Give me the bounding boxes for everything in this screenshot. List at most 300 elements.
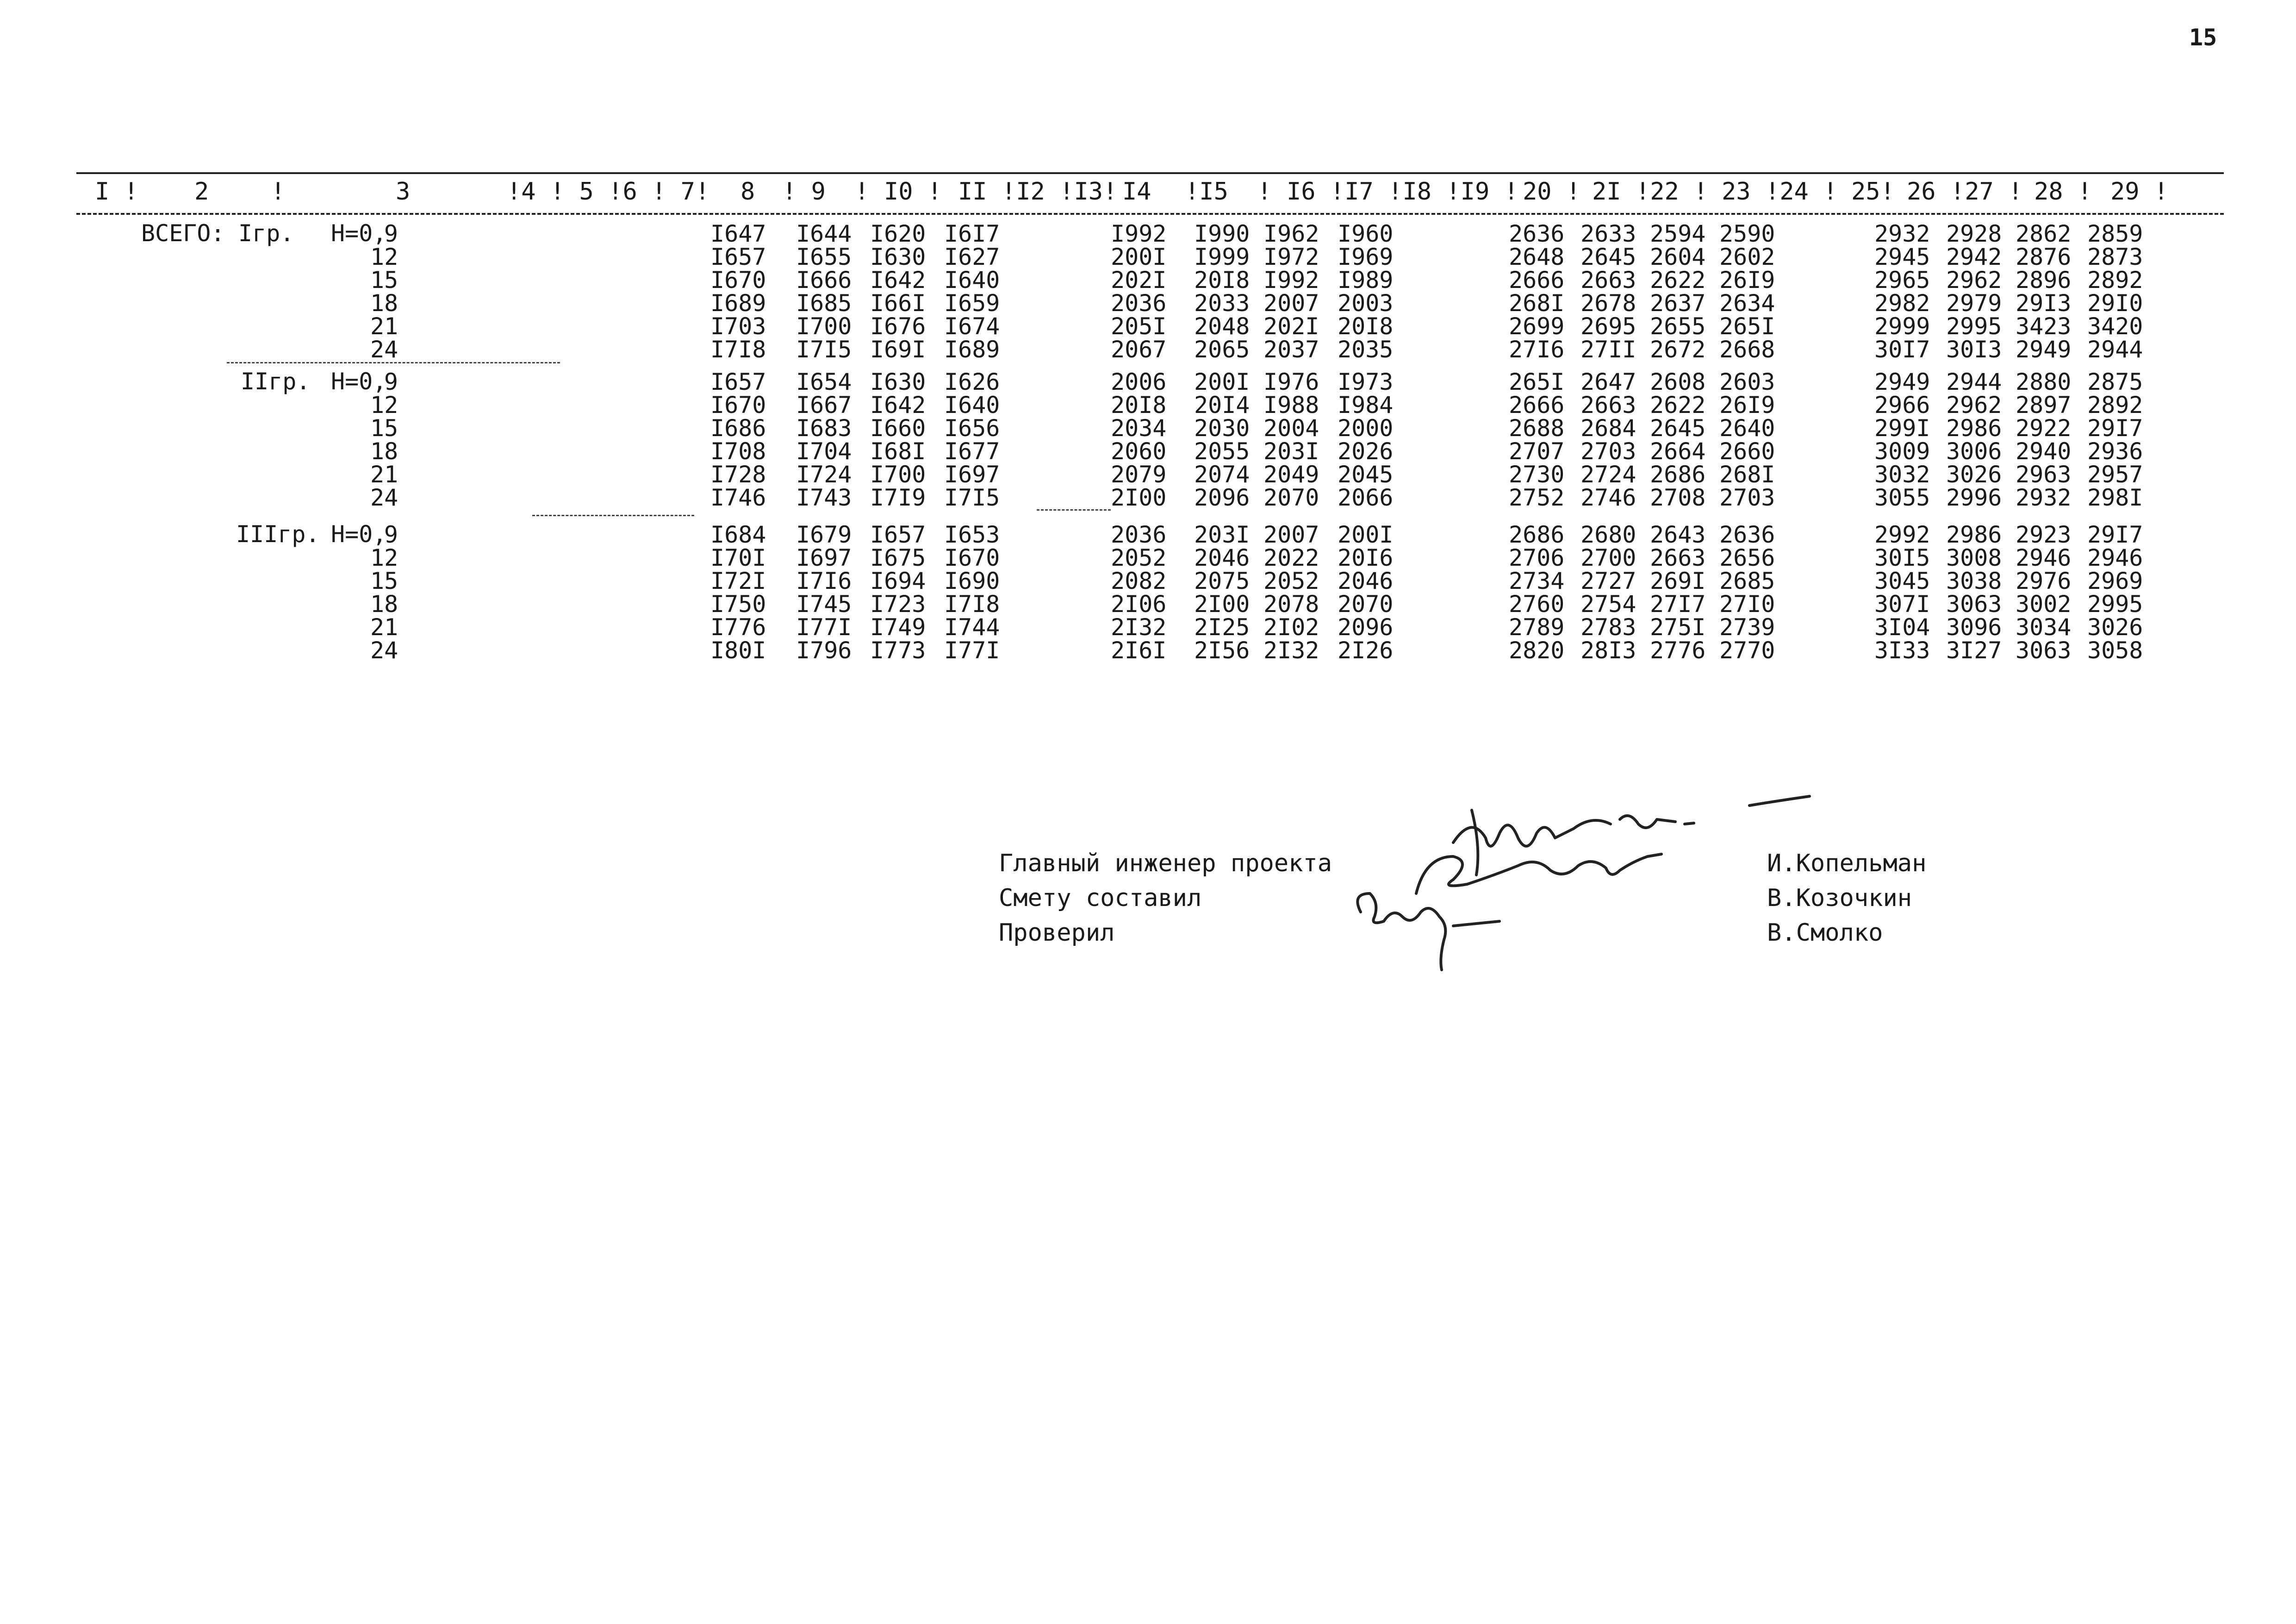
table-cell: I660 xyxy=(870,415,926,442)
table-cell: 2I00 xyxy=(1111,484,1167,511)
table-cell: 2636 xyxy=(1509,220,1565,247)
header-column-13: 20 ! xyxy=(1523,178,1581,206)
table-cell: 20I8 xyxy=(1111,392,1167,418)
table-cell: I988 xyxy=(1263,392,1319,418)
table-cell: I694 xyxy=(870,568,926,594)
table-cell: I708 xyxy=(710,438,766,465)
height-prefix: Н=0, xyxy=(331,220,387,247)
table-cell: 2067 xyxy=(1111,336,1167,363)
table-cell: 2789 xyxy=(1509,614,1565,641)
table-cell: 2000 xyxy=(1338,415,1394,442)
table-cell: 2045 xyxy=(1338,461,1394,488)
signature-name-chief-engineer: И.Копельман xyxy=(1767,849,1927,877)
table-cell: 30I7 xyxy=(1874,336,1930,363)
table-cell: I697 xyxy=(944,461,1000,488)
table-cell: 3063 xyxy=(2016,637,2072,664)
table-cell: I972 xyxy=(1263,244,1319,270)
table-cell: 2634 xyxy=(1719,290,1775,317)
table-cell: 2672 xyxy=(1650,336,1706,363)
table-cell: I80I xyxy=(710,637,766,664)
table-cell: I684 xyxy=(710,521,766,548)
table-cell: 27I0 xyxy=(1719,591,1775,618)
table-cell: I992 xyxy=(1111,220,1167,247)
table-cell: 2688 xyxy=(1509,415,1565,442)
table-cell: 2643 xyxy=(1650,521,1706,548)
table-cell: I724 xyxy=(796,461,852,488)
table-cell: 2I56 xyxy=(1194,637,1250,664)
table-cell: 2966 xyxy=(1874,392,1930,418)
table-cell: 29I7 xyxy=(2087,415,2143,442)
table-cell: 3055 xyxy=(1874,484,1930,511)
table-cell: 2033 xyxy=(1194,290,1250,317)
table-cell: I7I6 xyxy=(796,568,852,594)
table-cell: 2079 xyxy=(1111,461,1167,488)
table-cell: 2946 xyxy=(2087,544,2143,571)
table-cell: 2876 xyxy=(2016,244,2072,270)
table-cell: 29I3 xyxy=(2016,290,2072,317)
table-cell: 2663 xyxy=(1580,267,1636,294)
height-value: 18 xyxy=(370,438,398,465)
table-cell: 2036 xyxy=(1111,521,1167,548)
group-separator xyxy=(1037,509,1111,511)
table-cell: I992 xyxy=(1263,267,1319,294)
table-cell: 2I06 xyxy=(1111,591,1167,618)
table-cell: 2936 xyxy=(2087,438,2143,465)
table-cell: 2979 xyxy=(1946,290,2002,317)
table-cell: 27I6 xyxy=(1509,336,1565,363)
table-cell: 2820 xyxy=(1509,637,1565,664)
table-cell: 2875 xyxy=(2087,369,2143,395)
table-cell: 2897 xyxy=(2016,392,2072,418)
height-value: 15 xyxy=(370,415,398,442)
table-cell: 2006 xyxy=(1111,369,1167,395)
table-cell: 3I04 xyxy=(1874,614,1930,641)
table-cell: 29I7 xyxy=(2087,521,2143,548)
table-cell: 2684 xyxy=(1580,415,1636,442)
table-cell: 2645 xyxy=(1580,244,1636,270)
height-value: 9 xyxy=(384,220,398,247)
table-cell: I962 xyxy=(1263,220,1319,247)
table-cell: I630 xyxy=(870,369,926,395)
table-cell: 3008 xyxy=(1946,544,2002,571)
table-cell: I960 xyxy=(1338,220,1394,247)
table-cell: 2663 xyxy=(1580,392,1636,418)
header-column-17: 26 !27 ! xyxy=(1907,178,2023,206)
table-cell: 2727 xyxy=(1580,568,1636,594)
table-cell: I642 xyxy=(870,392,926,418)
table-cell: I670 xyxy=(710,267,766,294)
table-cell: 2052 xyxy=(1111,544,1167,571)
table-cell: 2995 xyxy=(2087,591,2143,618)
table-cell: 2622 xyxy=(1650,267,1706,294)
table-cell: 2922 xyxy=(2016,415,2072,442)
table-cell: I666 xyxy=(796,267,852,294)
header-column-7: ! 9 ! xyxy=(782,178,869,206)
table-cell: 2945 xyxy=(1874,244,1930,270)
table-cell: 3009 xyxy=(1874,438,1930,465)
table-cell: 2996 xyxy=(1946,484,2002,511)
header-column-10: I4 xyxy=(1122,178,1151,206)
table-cell: 3063 xyxy=(1946,591,2002,618)
header-column-4: 3 xyxy=(396,178,411,206)
table-cell: 2944 xyxy=(1946,369,2002,395)
table-cell: 2946 xyxy=(2016,544,2072,571)
table-cell: 2992 xyxy=(1874,521,1930,548)
table-cell: 2622 xyxy=(1650,392,1706,418)
table-cell: 2880 xyxy=(2016,369,2072,395)
header-column-1: I ! xyxy=(95,178,138,206)
signature-name-checker: В.Смолко xyxy=(1767,919,1883,947)
table-cell: I746 xyxy=(710,484,766,511)
table-cell: 2590 xyxy=(1719,220,1775,247)
table-cell: 3026 xyxy=(2087,614,2143,641)
table-cell: 2I32 xyxy=(1111,614,1167,641)
table-cell: 2640 xyxy=(1719,415,1775,442)
table-cell: 2055 xyxy=(1194,438,1250,465)
table-cell: I969 xyxy=(1338,244,1394,270)
table-cell: I627 xyxy=(944,244,1000,270)
table-cell: 2760 xyxy=(1509,591,1565,618)
table-cell: 2986 xyxy=(1946,521,2002,548)
table-cell: I626 xyxy=(944,369,1000,395)
height-value: 21 xyxy=(370,461,398,488)
table-cell: I989 xyxy=(1338,267,1394,294)
table-cell: 265I xyxy=(1509,369,1565,395)
table-cell: 2034 xyxy=(1111,415,1167,442)
table-cell: I689 xyxy=(944,336,1000,363)
table-cell: I72I xyxy=(710,568,766,594)
table-cell: 2060 xyxy=(1111,438,1167,465)
table-cell: I990 xyxy=(1194,220,1250,247)
header-column-12: I6 !I7 !I8 !I9 ! xyxy=(1287,178,1518,206)
table-cell: 3032 xyxy=(1874,461,1930,488)
table-cell: 2892 xyxy=(2087,392,2143,418)
table-cell: 2708 xyxy=(1650,484,1706,511)
table-cell: I679 xyxy=(796,521,852,548)
table-cell: 30I5 xyxy=(1874,544,1930,571)
table-cell: 2730 xyxy=(1509,461,1565,488)
table-cell: I676 xyxy=(870,313,926,340)
table-cell: I674 xyxy=(944,313,1000,340)
table-cell: 2859 xyxy=(2087,220,2143,247)
table-cell: I68I xyxy=(870,438,926,465)
table-cell: 2678 xyxy=(1580,290,1636,317)
table-cell: 2923 xyxy=(2016,521,2072,548)
table-cell: I7I9 xyxy=(870,484,926,511)
table-cell: I640 xyxy=(944,267,1000,294)
table-cell: I677 xyxy=(944,438,1000,465)
table-cell: I745 xyxy=(796,591,852,618)
table-cell: I7I8 xyxy=(710,336,766,363)
table-cell: 2686 xyxy=(1509,521,1565,548)
table-cell: 2752 xyxy=(1509,484,1565,511)
table-cell: 3058 xyxy=(2087,637,2143,664)
table-cell: 2703 xyxy=(1580,438,1636,465)
table-cell: 2096 xyxy=(1338,614,1394,641)
table-cell: 2928 xyxy=(1946,220,2002,247)
table-cell: 2932 xyxy=(1874,220,1930,247)
height-value: 24 xyxy=(370,484,398,511)
table-cell: 30I3 xyxy=(1946,336,2002,363)
table-cell: I984 xyxy=(1338,392,1394,418)
table-cell: 2739 xyxy=(1719,614,1775,641)
table-cell: I644 xyxy=(796,220,852,247)
table-cell: 2963 xyxy=(2016,461,2072,488)
table-cell: 2892 xyxy=(2087,267,2143,294)
header-column-15: 23 !24 ! xyxy=(1722,178,1838,206)
table-cell: 20I8 xyxy=(1194,267,1250,294)
table-cell: 2680 xyxy=(1580,521,1636,548)
header-column-6: 8 xyxy=(740,178,755,206)
signature-title-checker: Проверил xyxy=(999,919,1115,947)
table-cell: I685 xyxy=(796,290,852,317)
height-value: 12 xyxy=(370,244,398,270)
table-cell: 3006 xyxy=(1946,438,2002,465)
table-cell: 307I xyxy=(1874,591,1930,618)
table-cell: 2999 xyxy=(1874,313,1930,340)
table-cell: 2942 xyxy=(1946,244,2002,270)
table-cell: 2074 xyxy=(1194,461,1250,488)
group-separator xyxy=(227,362,560,363)
table-cell: 3420 xyxy=(2087,313,2143,340)
table-cell: 2706 xyxy=(1509,544,1565,571)
group-label: Iгр. xyxy=(238,220,294,247)
table-cell: I703 xyxy=(710,313,766,340)
table-cell: I728 xyxy=(710,461,766,488)
table-cell: 2940 xyxy=(2016,438,2072,465)
table-cell: 2655 xyxy=(1650,313,1706,340)
table-cell: 2048 xyxy=(1194,313,1250,340)
table-cell: 2686 xyxy=(1650,461,1706,488)
height-value: 9 xyxy=(384,521,398,548)
table-cell: 2046 xyxy=(1194,544,1250,571)
table-cell: 200I xyxy=(1194,369,1250,395)
table-cell: 2862 xyxy=(2016,220,2072,247)
table-cell: 275I xyxy=(1650,614,1706,641)
table-cell: 202I xyxy=(1263,313,1319,340)
table-cell: 2078 xyxy=(1263,591,1319,618)
table-cell: I675 xyxy=(870,544,926,571)
table-cell: 2724 xyxy=(1580,461,1636,488)
table-cell: I70I xyxy=(710,544,766,571)
table-cell: 3034 xyxy=(2016,614,2072,641)
table-cell: I654 xyxy=(796,369,852,395)
table-cell: 2I00 xyxy=(1194,591,1250,618)
table-cell: 2647 xyxy=(1580,369,1636,395)
table-cell: 2685 xyxy=(1719,568,1775,594)
table-cell: 2656 xyxy=(1719,544,1775,571)
table-cell: 2007 xyxy=(1263,290,1319,317)
table-cell: I69I xyxy=(870,336,926,363)
height-prefix: Н=0, xyxy=(331,521,387,548)
table-cell: 2986 xyxy=(1946,415,2002,442)
table-cell: 3423 xyxy=(2016,313,2072,340)
table-cell: 2699 xyxy=(1509,313,1565,340)
table-cell: 2949 xyxy=(2016,336,2072,363)
table-cell: I743 xyxy=(796,484,852,511)
table-cell: 2I02 xyxy=(1263,614,1319,641)
table-cell: 268I xyxy=(1719,461,1775,488)
table-cell: I77I xyxy=(796,614,852,641)
table-cell: 2776 xyxy=(1650,637,1706,664)
table-cell: 2636 xyxy=(1719,521,1775,548)
table-cell: I689 xyxy=(710,290,766,317)
table-cell: 202I xyxy=(1111,267,1167,294)
table-cell: 205I xyxy=(1111,313,1167,340)
header-column-9: II !I2 !I3! xyxy=(958,178,1118,206)
table-cell: I973 xyxy=(1338,369,1394,395)
table-cell: 2896 xyxy=(2016,267,2072,294)
table-cell: 2962 xyxy=(1946,392,2002,418)
table-cell: 2608 xyxy=(1650,369,1706,395)
table-cell: I744 xyxy=(944,614,1000,641)
table-cell: 265I xyxy=(1719,313,1775,340)
height-value: 15 xyxy=(370,568,398,594)
table-cell: 299I xyxy=(1874,415,1930,442)
total-label: ВСЕГО: xyxy=(141,220,225,247)
group-label: IIIгр. xyxy=(236,521,320,548)
table-cell: 2660 xyxy=(1719,438,1775,465)
table-cell: 2603 xyxy=(1719,369,1775,395)
table-cell: 27II xyxy=(1580,336,1636,363)
table-cell: 200I xyxy=(1338,521,1394,548)
header-column-5: !4 ! 5 !6 ! 7! xyxy=(507,178,710,206)
table-cell: 27I7 xyxy=(1650,591,1706,618)
table-cell: I670 xyxy=(710,392,766,418)
table-cell: 3026 xyxy=(1946,461,2002,488)
height-value: 18 xyxy=(370,290,398,317)
table-cell: 3I27 xyxy=(1946,637,2002,664)
table-cell: 2I25 xyxy=(1194,614,1250,641)
table-cell: 2070 xyxy=(1263,484,1319,511)
table-cell: 2075 xyxy=(1194,568,1250,594)
group-separator xyxy=(532,515,694,516)
table-cell: 2082 xyxy=(1111,568,1167,594)
table-cell: I6I7 xyxy=(944,220,1000,247)
table-cell: 2003 xyxy=(1338,290,1394,317)
height-value: 21 xyxy=(370,313,398,340)
table-cell: 2036 xyxy=(1111,290,1167,317)
table-cell: 2666 xyxy=(1509,392,1565,418)
table-cell: I686 xyxy=(710,415,766,442)
table-cell: 2049 xyxy=(1263,461,1319,488)
table-cell: 3038 xyxy=(1946,568,2002,594)
height-value: 12 xyxy=(370,392,398,418)
table-cell: I642 xyxy=(870,267,926,294)
table-cell: 2668 xyxy=(1719,336,1775,363)
table-cell: 2637 xyxy=(1650,290,1706,317)
table-cell: 3096 xyxy=(1946,614,2002,641)
table-cell: I620 xyxy=(870,220,926,247)
table-cell: 2066 xyxy=(1338,484,1394,511)
table-cell: 2976 xyxy=(2016,568,2072,594)
table-cell: 26I9 xyxy=(1719,267,1775,294)
table-cell: 2604 xyxy=(1650,244,1706,270)
table-cell: I697 xyxy=(796,544,852,571)
table-cell: 200I xyxy=(1111,244,1167,270)
table-cell: 2944 xyxy=(2087,336,2143,363)
header-column-3: ! xyxy=(271,178,286,206)
table-cell: 2096 xyxy=(1194,484,1250,511)
table-cell: 2037 xyxy=(1263,336,1319,363)
table-cell: I7I5 xyxy=(796,336,852,363)
height-value: 18 xyxy=(370,591,398,618)
table-cell: 2602 xyxy=(1719,244,1775,270)
table-cell: 2995 xyxy=(1946,313,2002,340)
table-cell: I750 xyxy=(710,591,766,618)
table-cell: I77I xyxy=(944,637,1000,664)
table-cell: 3002 xyxy=(2016,591,2072,618)
table-cell: I7I8 xyxy=(944,591,1000,618)
table-cell: I647 xyxy=(710,220,766,247)
table-cell: 2783 xyxy=(1580,614,1636,641)
table-cell: 26I9 xyxy=(1719,392,1775,418)
table-cell: 2070 xyxy=(1338,591,1394,618)
table-cell: I640 xyxy=(944,392,1000,418)
table-cell: 2982 xyxy=(1874,290,1930,317)
table-cell: 20I6 xyxy=(1338,544,1394,571)
table-cell: 3045 xyxy=(1874,568,1930,594)
table-cell: I999 xyxy=(1194,244,1250,270)
table-cell: 2022 xyxy=(1263,544,1319,571)
table-cell: I796 xyxy=(796,637,852,664)
header-column-8: I0 ! xyxy=(884,178,942,206)
table-cell: I653 xyxy=(944,521,1000,548)
table-cell: 203I xyxy=(1263,438,1319,465)
table-cell: 2700 xyxy=(1580,544,1636,571)
table-cell: 2754 xyxy=(1580,591,1636,618)
table-cell: 2052 xyxy=(1263,568,1319,594)
table-cell: 2026 xyxy=(1338,438,1394,465)
table-cell: 2734 xyxy=(1509,568,1565,594)
header-column-19: 29 ! xyxy=(2110,178,2169,206)
header-column-18: 28 ! xyxy=(2034,178,2092,206)
table-cell: 2065 xyxy=(1194,336,1250,363)
table-cell: I66I xyxy=(870,290,926,317)
table-cell: 2962 xyxy=(1946,267,2002,294)
height-prefix: Н=0, xyxy=(331,368,387,395)
height-value: 12 xyxy=(370,544,398,571)
table-cell: 2957 xyxy=(2087,461,2143,488)
table-cell: I656 xyxy=(944,415,1000,442)
table-cell: 20I8 xyxy=(1338,313,1394,340)
handwritten-signatures-icon xyxy=(1333,787,1833,981)
table-cell: 2695 xyxy=(1580,313,1636,340)
header-column-14: 2I !22 ! xyxy=(1592,178,1708,206)
table-cell: 2666 xyxy=(1509,267,1565,294)
height-value: 21 xyxy=(370,614,398,641)
table-cell: 2004 xyxy=(1263,415,1319,442)
table-cell: I667 xyxy=(796,392,852,418)
table-cell: I657 xyxy=(870,521,926,548)
table-cell: 2030 xyxy=(1194,415,1250,442)
table-cell: 2594 xyxy=(1650,220,1706,247)
header-column-16: 25! xyxy=(1851,178,1895,206)
signature-title-estimator: Смету составил xyxy=(999,884,1202,912)
table-cell: I776 xyxy=(710,614,766,641)
table-header-rule-top xyxy=(76,172,2224,174)
table-cell: 3I33 xyxy=(1874,637,1930,664)
table-cell: I773 xyxy=(870,637,926,664)
table-cell: 298I xyxy=(2087,484,2143,511)
table-cell: 2I6I xyxy=(1111,637,1167,664)
height-value: 24 xyxy=(370,637,398,664)
table-cell: 2969 xyxy=(2087,568,2143,594)
table-cell: 2949 xyxy=(1874,369,1930,395)
table-cell: I700 xyxy=(870,461,926,488)
table-cell: 2663 xyxy=(1650,544,1706,571)
table-cell: 2873 xyxy=(2087,244,2143,270)
